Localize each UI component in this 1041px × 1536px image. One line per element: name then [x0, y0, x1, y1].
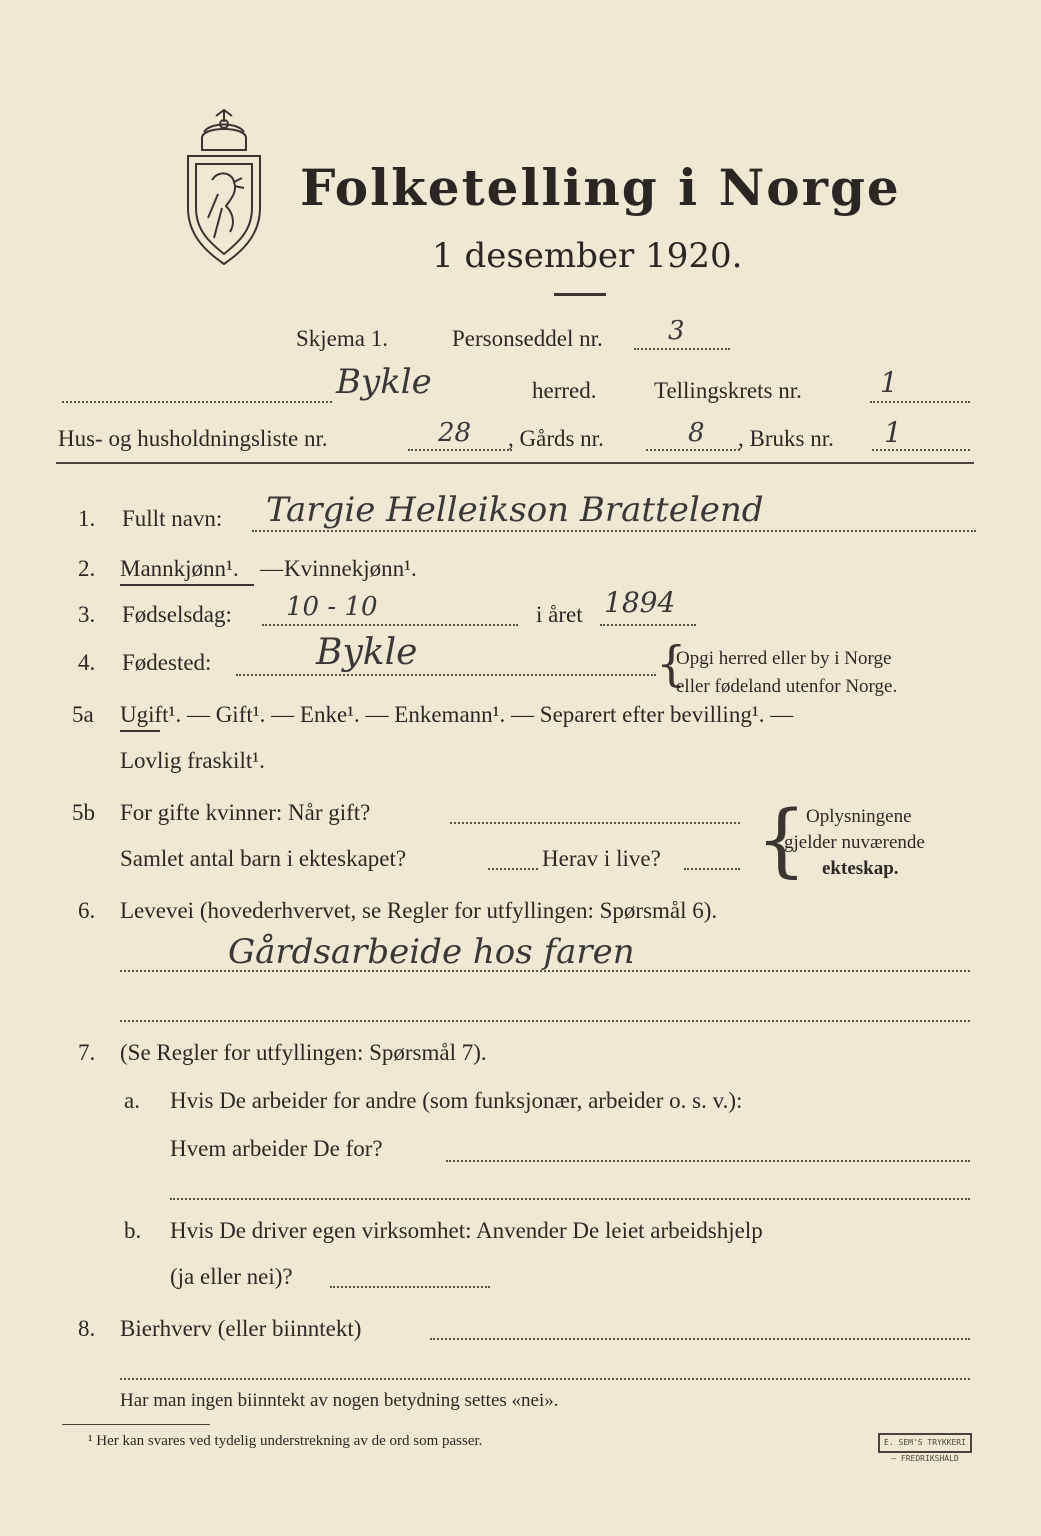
skjema-label: Skjema 1.	[296, 326, 388, 351]
q5b-note-line2: gjelder nuværende	[784, 832, 925, 853]
q6-label: Levevei (hovederhvervet, se Regler for utfyllingen: Spørsmål 6).	[120, 898, 718, 923]
footnote: ¹ Her kan svares ved tydelig understrekning av de ord som passer.	[88, 1433, 483, 1449]
q4-brace: {	[656, 636, 687, 692]
q5b-brace: {	[756, 793, 807, 886]
q2-female-option[interactable]: Kvinnekjønn¹.	[284, 556, 417, 581]
q2-separator: —	[260, 556, 283, 581]
q5b-children-line	[488, 868, 538, 870]
coat-of-arms-icon	[178, 108, 270, 270]
q1-number: 1.	[78, 506, 96, 531]
q4-number: 4.	[78, 650, 96, 675]
q6-line1	[120, 970, 970, 972]
footnote-rule	[62, 1424, 210, 1425]
gards-label: , Gårds nr.	[508, 426, 604, 451]
q4-value[interactable]: Bykle	[316, 632, 418, 673]
herred-label: herred.	[532, 378, 597, 403]
q5a-options[interactable]: Ugift¹. — Gift¹. — Enke¹. — Enkemann¹. — Separert efter bevilling¹. —	[120, 702, 794, 727]
q2-number: 2.	[78, 556, 96, 581]
q3-label: Fødselsdag:	[122, 602, 232, 627]
q7b-line2: (ja eller nei)?	[170, 1264, 293, 1289]
q8-line1	[430, 1338, 970, 1340]
bruks-line	[872, 449, 970, 451]
q7-label: (Se Regler for utfyllingen: Spørsmål 7).	[120, 1040, 487, 1065]
q4-note-line2: eller fødeland utenfor Norge.	[676, 676, 898, 697]
q5b-alive-label: Herav i live?	[542, 846, 661, 871]
herred-line-left	[62, 401, 332, 403]
q3-year-label: i året	[536, 602, 583, 627]
tellingskrets-value[interactable]: 1	[880, 366, 898, 399]
q8-line2	[120, 1378, 970, 1380]
form-date: 1 desember 1920.	[432, 236, 743, 276]
q5a-ugift-underline	[120, 730, 160, 732]
q5a-number: 5a	[72, 702, 94, 727]
q5b-married-line	[450, 822, 740, 824]
gards-value[interactable]: 8	[688, 418, 705, 448]
q6-value[interactable]: Gårdsarbeide hos faren	[228, 932, 635, 972]
tellingskrets-label: Tellingskrets nr.	[654, 378, 802, 403]
q4-label: Fødested:	[122, 650, 212, 675]
q8-label: Bierhverv (eller biinntekt)	[120, 1316, 362, 1341]
q5b-note-line1: Oplysningene	[806, 806, 912, 827]
q7b-number: b.	[124, 1218, 142, 1243]
q1-value[interactable]: Targie Helleikson Brattelend	[266, 490, 764, 530]
q7a-number: a.	[124, 1088, 140, 1113]
q1-label: Fullt navn:	[122, 506, 223, 531]
q7a-line1: Hvis De arbeider for andre (som funksjonær, arbeider o. s. v.):	[170, 1088, 743, 1113]
q4-line	[236, 674, 656, 676]
q8-number: 8.	[78, 1316, 96, 1341]
personseddel-label: Personseddel nr.	[452, 326, 603, 351]
q2-male-option[interactable]: Mannkjønn¹.	[120, 556, 239, 581]
header-divider	[56, 462, 974, 464]
q5b-alive-line	[684, 868, 740, 870]
q7a-line2: Hvem arbeider De for?	[170, 1136, 383, 1161]
q3-number: 3.	[78, 602, 96, 627]
hus-line	[408, 449, 512, 451]
q5b-note-line3: ekteskap.	[822, 858, 899, 879]
q7b-line1: Hvis De driver egen virksomhet: Anvender De leiet arbeidshjelp	[170, 1218, 763, 1243]
q7a-answer-line2	[170, 1198, 970, 1200]
q3-value[interactable]: 10 - 10	[286, 592, 378, 622]
hus-value[interactable]: 28	[438, 418, 472, 448]
bruks-label: , Bruks nr.	[738, 426, 834, 451]
q7-number: 7.	[78, 1040, 96, 1065]
q5b-line1: For gifte kvinner: Når gift?	[120, 800, 371, 825]
gards-line	[646, 449, 740, 451]
form-title: Folketelling i Norge	[300, 158, 901, 217]
bruks-value[interactable]: 1	[884, 416, 902, 449]
q2-male-underline	[120, 584, 254, 586]
footer-note: Har man ingen biinntekt av nogen betydning settes «nei».	[120, 1390, 559, 1411]
personseddel-value[interactable]: 3	[668, 316, 685, 346]
q7b-answer-line	[330, 1286, 490, 1288]
q5b-children-label: Samlet antal barn i ekteskapet?	[120, 846, 407, 871]
q5b-number: 5b	[72, 800, 95, 825]
personseddel-line	[634, 348, 730, 350]
q7a-answer-line	[446, 1160, 970, 1162]
printer-stamp: E. SEM'S TRYKKERI — FREDRIKSHALD	[878, 1433, 972, 1453]
q3-line	[262, 624, 518, 626]
q4-note-line1: Opgi herred eller by i Norge	[676, 648, 892, 669]
tellingskrets-line	[870, 401, 970, 403]
herred-value[interactable]: Bykle	[336, 362, 432, 402]
title-divider	[554, 293, 606, 296]
q1-line	[252, 530, 976, 532]
q6-line2	[120, 1020, 970, 1022]
q3-year-value[interactable]: 1894	[604, 586, 676, 619]
q6-number: 6.	[78, 898, 96, 923]
hus-label: Hus- og husholdningsliste nr.	[58, 426, 328, 451]
q3-year-line	[600, 624, 696, 626]
q5a-options-cont[interactable]: Lovlig fraskilt¹.	[120, 748, 265, 773]
